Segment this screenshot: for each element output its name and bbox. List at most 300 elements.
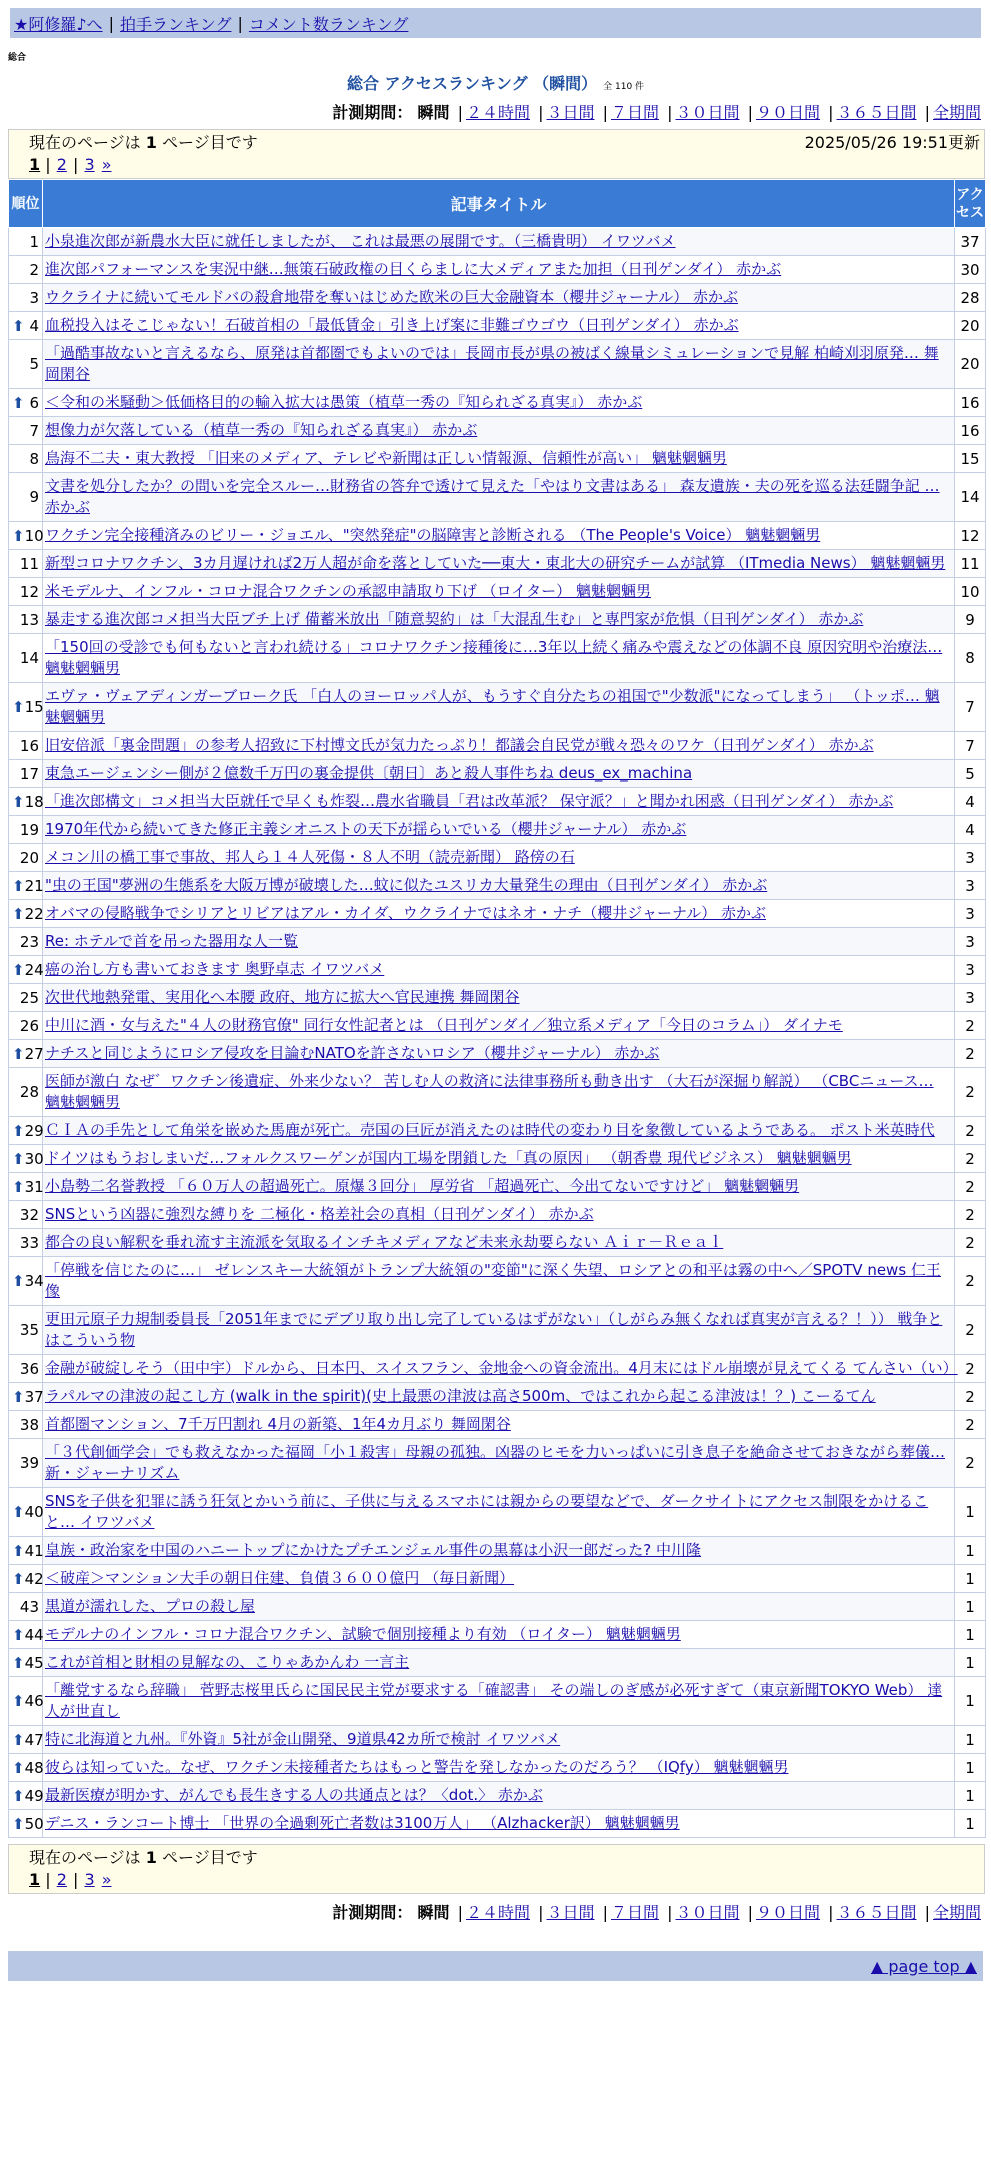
- page-top-link[interactable]: ▲ page top ▲: [870, 1956, 977, 1976]
- access-count: 8: [955, 634, 986, 683]
- table-row: [9, 1201, 986, 1229]
- table-row: [9, 473, 986, 522]
- page-indicator: 現在のページは 1 ページ目です: [29, 133, 258, 152]
- rank-cell: [9, 1782, 43, 1810]
- table-row: [9, 1488, 986, 1537]
- article-link[interactable]: 「停戦を信じたのに…」 ゼレンスキー大統領がトランプ大統領の"変節"に深く失望、ロシアとの和平は霧の中へ／SPOTV news 仁王像: [45, 1261, 941, 1300]
- rank-cell: [9, 228, 43, 256]
- rank-cell: [9, 1145, 43, 1173]
- article-link[interactable]: SNSを子供を犯罪に誘う狂気とかいう前に、子供に与えるスマホには親からの要望などで、ダークサイトにアクセス制限をかけること… イワツバメ: [45, 1492, 929, 1531]
- period-24h-link[interactable]: ２４時間: [465, 103, 530, 122]
- ranking-table: [8, 179, 986, 1838]
- rank-number: 7: [29, 421, 39, 440]
- rank-number: 20: [19, 848, 39, 867]
- pager-page-3-link[interactable]: 3: [84, 1870, 95, 1889]
- table-row: [9, 1040, 986, 1068]
- rank-up-arrow-icon: ⬆: [12, 1177, 25, 1196]
- title-cell: [43, 389, 955, 417]
- article-link[interactable]: デニス・ランコート博士 「世界の全過剰死亡者数は3100万人」 （Alzhacker訳） 魑魅魍魎男: [45, 1814, 680, 1832]
- article-link[interactable]: メコン川の橋工事で事故、邦人ら１４人死傷・８人不明（読売新聞） 路傍の石: [45, 848, 575, 866]
- rank-cell: [9, 522, 43, 550]
- article-link[interactable]: 小島勢二名誉教授 「６０万人の超過死亡。原爆３回分」 厚労省 「超過死亡、今出てないですけど」 魑魅魍魎男: [45, 1177, 800, 1195]
- rank-number: 19: [19, 820, 39, 839]
- access-count: 15: [955, 445, 986, 473]
- article-link[interactable]: ラパルマの津波の起こし方 (walk in the spirit)(史上最悪の津波は高さ500m、ではこれから起こる津波は！？) こーるてん: [45, 1387, 876, 1405]
- rank-cell: [9, 1726, 43, 1754]
- rank-number: 49: [24, 1786, 44, 1805]
- top-nav-bar: [10, 8, 981, 38]
- rank-cell: [9, 1068, 43, 1117]
- rank-cell: [9, 417, 43, 445]
- rank-cell: [9, 760, 43, 788]
- article-link[interactable]: 「３代創価学会」でも救えなかった福岡「小１殺害」母親の孤独。凶器のヒモを力いっぱいに引き息子を絶命させておきながら葬儀… 新・ジャーナリズム: [45, 1443, 946, 1482]
- rank-number: 28: [19, 1083, 39, 1101]
- access-count: 1: [955, 1621, 986, 1649]
- period-all-link[interactable]: 全期間: [932, 1903, 981, 1922]
- period-3d-link[interactable]: ３日間: [546, 1903, 595, 1922]
- rank-number: 16: [19, 736, 39, 755]
- title-cell: [43, 1565, 955, 1593]
- rank-cell: [9, 900, 43, 928]
- rank-number: 39: [19, 1454, 39, 1472]
- table-row: [9, 340, 986, 389]
- access-count: 9: [955, 606, 986, 634]
- period-label: 計測期間：: [332, 1903, 413, 1922]
- rank-number: 22: [24, 904, 44, 923]
- rank-up-arrow-icon: ⬆: [12, 1786, 25, 1805]
- access-count: 16: [955, 417, 986, 445]
- page-indicator: 現在のページは 1 ページ目です: [29, 1848, 258, 1867]
- rank-up-arrow-icon: ⬆: [12, 1272, 25, 1290]
- rank-up-arrow-icon: ⬆: [12, 1503, 25, 1521]
- period-3d-link[interactable]: ３日間: [546, 103, 595, 122]
- access-count: 2: [955, 1411, 986, 1439]
- rank-up-arrow-icon: ⬆: [12, 1149, 25, 1168]
- title-cell: [43, 1355, 958, 1383]
- table-row: [9, 816, 986, 844]
- table-row: [9, 1754, 986, 1782]
- rank-number: 23: [19, 932, 39, 951]
- rank-cell: [9, 1593, 43, 1621]
- rank-cell: [9, 550, 43, 578]
- rank-cell: [9, 1173, 43, 1201]
- period-7d-link[interactable]: ７日間: [610, 1903, 659, 1922]
- rank-cell: [9, 984, 43, 1012]
- table-row: [9, 312, 986, 340]
- rank-cell: [9, 788, 43, 816]
- rank-cell: [9, 578, 43, 606]
- access-count: 12: [955, 522, 986, 550]
- title-cell: [43, 1782, 955, 1810]
- rank-number: 43: [19, 1597, 39, 1616]
- title-cell: [43, 1173, 955, 1201]
- title-cell: [43, 1593, 955, 1621]
- article-link[interactable]: 小泉進次郎が新農水大臣に就任しましたが、 これは最悪の展開です。（三橋貴明） イワツバメ: [45, 232, 676, 250]
- period-90d-link[interactable]: ９０日間: [755, 103, 820, 122]
- rank-up-arrow-icon: ⬆: [12, 1121, 25, 1140]
- rank-number: 1: [29, 232, 39, 251]
- table-row: [9, 578, 986, 606]
- total-count: 全 110 件: [603, 82, 645, 92]
- rank-number: 37: [24, 1387, 44, 1406]
- rank-up-arrow-icon: ⬆: [12, 1653, 25, 1672]
- article-link[interactable]: 「150回の受診でも何もないと言われ続ける」コロナワクチン接種後に…3年以上続く痛みや震えなどの体調不良 原因究明や治療法… 魑魅魍魎男: [45, 638, 943, 677]
- rank-cell: [9, 473, 43, 522]
- rank-number: 44: [24, 1625, 44, 1644]
- access-count: 14: [955, 473, 986, 522]
- period-7d-link[interactable]: ７日間: [610, 103, 659, 122]
- article-link[interactable]: これが首相と財相の見解なの、こりゃあかんわ 一言主: [45, 1653, 410, 1671]
- rank-cell: [9, 1621, 43, 1649]
- rank-cell: [9, 1383, 43, 1411]
- table-row: [9, 872, 986, 900]
- access-count: 1: [955, 1754, 986, 1782]
- table-row: [9, 1306, 986, 1355]
- title-cell: [43, 634, 955, 683]
- article-link[interactable]: 次世代地熱発電、実用化へ本腰 政府、地方に拡大へ官民連携 舞岡閑谷: [45, 988, 520, 1006]
- article-link[interactable]: ドイツはもうおしまいだ…フォルクスワーゲンが国内工場を閉鎖した「真の原因」 （朝香豊 現代ビジネス） 魑魅魍魎男: [45, 1149, 852, 1167]
- rank-up-arrow-icon: ⬆: [12, 1730, 25, 1749]
- title-cell: [43, 1229, 955, 1257]
- table-row: [9, 1173, 986, 1201]
- article-link[interactable]: 東急エージェンシー側が２億数千万円の裏金提供〔朝日〕あと殺人事件ちね deus_ex_machina: [45, 764, 693, 782]
- rank-number: 6: [29, 393, 39, 412]
- separator: |: [237, 13, 243, 33]
- title-cell: [43, 228, 955, 256]
- article-link[interactable]: 中川に酒・女与えた"４人の財務官僚" 同行女性記者とは （日刊ゲンダイ／独立系メディア「今日のコラム」） ダイナモ: [45, 1016, 843, 1034]
- article-link[interactable]: 金融が破綻しそう（田中宇）ドルから、日本円、スイスフラン、金地金への資金流出。4月末にはドル崩壊が見えてくる てんさい（い）: [45, 1359, 958, 1377]
- rank-number: 50: [24, 1814, 44, 1833]
- rank-cell: [9, 256, 43, 284]
- article-link[interactable]: 1970年代から続いてきた修正主義シオニストの天下が揺らいでいる（櫻井ジャーナル） 赤かぶ: [45, 820, 687, 838]
- article-link[interactable]: 想像力が欠落している（植草一秀の『知られざる真実』） 赤かぶ: [45, 421, 478, 439]
- rank-number: 27: [24, 1044, 44, 1063]
- rank-cell: [9, 816, 43, 844]
- article-link[interactable]: 医師が激白 なぜ゛ワクチン後遺症、外来少ない？ 苦しむ人の救済に法律事務所も動き出す （大石が深掘り解説） （CBCニュース… 魑魅魍魎男: [45, 1072, 934, 1111]
- title-cell: [43, 1537, 955, 1565]
- page-info-bottom: [8, 1844, 985, 1894]
- title-cell: [43, 1306, 955, 1355]
- table-row: [9, 1621, 986, 1649]
- period-selector-top: 計測期間： 瞬間 | ２４時間 | ３日間 | ７日間 | ３０日間 | ９０日間 | ３６５日間 | 全期間: [332, 103, 981, 122]
- article-link[interactable]: 新型コロナワクチン、3カ月遅ければ2万人超が命を落としていた──東大・東北大の研究チームが試算 （ITmedia News） 魑魅魍魎男: [45, 554, 946, 572]
- rank-up-arrow-icon: ⬆: [12, 1625, 25, 1644]
- article-link[interactable]: 最新医療が明かす、がんでも長生きする人の共通点とは？〈dot.〉 赤かぶ: [45, 1786, 543, 1804]
- access-count: 10: [955, 578, 986, 606]
- article-link[interactable]: ナチスと同じようにロシア侵攻を目論むNATOを許さないロシア（櫻井ジャーナル） 赤かぶ: [45, 1044, 660, 1062]
- title-cell: [43, 1383, 955, 1411]
- article-link[interactable]: 癌の治し方も書いておきます 奥野卓志 イワツバメ: [45, 960, 385, 978]
- rank-number: 13: [19, 610, 39, 629]
- rank-number: 4: [29, 316, 39, 335]
- article-link[interactable]: 特に北海道と九州。『外資』5社が金山開発、9道県42カ所で検討 イワツバメ: [45, 1730, 561, 1748]
- updated-timestamp: 2025/05/26 19:51更新: [804, 133, 980, 152]
- title-cell: [43, 284, 955, 312]
- access-count: 2: [955, 1068, 986, 1117]
- rank-number: 38: [19, 1415, 39, 1434]
- access-count: 3: [955, 956, 986, 984]
- access-count: 2: [955, 1229, 986, 1257]
- rank-cell: [9, 683, 43, 732]
- table-row: [9, 284, 986, 312]
- period-30d-link[interactable]: ３０日間: [675, 1903, 740, 1922]
- access-count: 20: [955, 340, 986, 389]
- article-link[interactable]: 彼らは知っていた。なぜ、ワクチン未接種者たちはもっと警告を発しなかったのだろう？ （IQfy） 魑魅魍魎男: [45, 1758, 789, 1776]
- table-row: [9, 1782, 986, 1810]
- rank-cell: [9, 1355, 43, 1383]
- article-link[interactable]: 黒道が濡れした、プロの殺し屋: [45, 1597, 256, 1615]
- rank-number: 42: [24, 1569, 44, 1588]
- article-link[interactable]: 皇族・政治家を中国のハニートップにかけたプチエンジェル事件の黒幕は小沢一郎だった? 中川隆: [45, 1541, 702, 1559]
- access-count: 2: [955, 1145, 986, 1173]
- table-row: [9, 900, 986, 928]
- article-link[interactable]: エヴァ・ヴェアディンガーブローク氏 「白人のヨーロッパ人が、もうすぐ自分たちの祖国で"少数派"になってしまう」 （トッポ… 魑魅魍魎男: [45, 687, 940, 726]
- table-row: [9, 1068, 986, 1117]
- pager-current-page: 1: [29, 1870, 41, 1889]
- title-cell: [43, 1145, 955, 1173]
- table-row: [9, 1145, 986, 1173]
- article-link[interactable]: 文書を処分したか？の問いを完全スルー…財務省の答弁で透けて見えた「やはり文書はある」 森友遺族・夫の死を巡る法廷闘争記 … 赤かぶ: [45, 477, 940, 516]
- header-rank: 順位: [9, 180, 43, 228]
- table-row: [9, 760, 986, 788]
- rank-up-arrow-icon: ⬆: [12, 1692, 25, 1710]
- table-row: [9, 1439, 986, 1488]
- article-link[interactable]: ＜破産＞マンション大手の朝日住建、負債３６００億円 （毎日新聞）: [45, 1569, 515, 1587]
- rank-cell: [9, 1117, 43, 1145]
- period-label: 計測期間：: [332, 103, 413, 122]
- rank-number: 2: [29, 260, 39, 279]
- period-current: 瞬間: [417, 103, 450, 122]
- category-label: 総合: [8, 53, 27, 63]
- access-count: 1: [955, 1593, 986, 1621]
- rank-number: 34: [24, 1272, 44, 1290]
- rank-cell: [9, 1754, 43, 1782]
- rank-number: 10: [24, 526, 44, 545]
- article-link[interactable]: 都合の良い解釈を垂れ流す主流派を気取るインチキメディアなど未来永劫要らない Ａｉｒ－Ｒｅａｌ: [45, 1233, 724, 1251]
- access-count: 1: [955, 1810, 986, 1838]
- rank-up-arrow-icon: ⬆: [12, 1541, 25, 1560]
- ranking-title: [0, 71, 991, 94]
- rank-cell: [9, 844, 43, 872]
- title-cell: [43, 872, 955, 900]
- rank-up-arrow-icon: ⬆: [12, 526, 25, 545]
- comment-ranking-link[interactable]: コメント数ランキング: [248, 14, 409, 34]
- rank-number: 47: [24, 1730, 44, 1749]
- table-row: [9, 928, 986, 956]
- title-cell: [43, 788, 955, 816]
- rank-number: 29: [24, 1121, 44, 1140]
- rank-number: 41: [24, 1541, 44, 1560]
- table-row: [9, 1677, 986, 1726]
- home-link[interactable]: ★阿修羅♪へ: [14, 14, 103, 34]
- access-count: 1: [955, 1488, 986, 1537]
- rank-cell: [9, 928, 43, 956]
- table-row: [9, 844, 986, 872]
- clap-ranking-link[interactable]: 拍手ランキング: [119, 14, 232, 34]
- rank-cell: [9, 1306, 43, 1355]
- rank-number: 31: [24, 1177, 44, 1196]
- rank-number: 33: [19, 1233, 39, 1252]
- pager-current-page: 1: [29, 155, 41, 174]
- page-info-top: [8, 129, 985, 179]
- title-cell: [43, 578, 955, 606]
- access-count: 2: [955, 1355, 986, 1383]
- access-count: 2: [955, 1117, 986, 1145]
- article-link[interactable]: 米モデルナ、インフル・コロナ混合ワクチンの承認申請取り下げ （ロイター） 魑魅魍魎男: [45, 582, 651, 600]
- rank-cell: [9, 1040, 43, 1068]
- access-count: 11: [955, 550, 986, 578]
- table-row: [9, 606, 986, 634]
- article-link[interactable]: "虫の王国"夢洲の生態系を大阪万博が破壊した…蚊に似たユスリカ大量発生の理由（日刊ゲンダイ） 赤かぶ: [45, 876, 768, 894]
- article-link[interactable]: 「過酷事故ないと言えるなら、原発は首都圏でもよいのでは」長岡市長が県の被ばく線量シミュレーションで見解 柏崎刈羽原発… 舞岡閑谷: [45, 344, 939, 383]
- rank-cell: [9, 1411, 43, 1439]
- rank-up-arrow-icon: ⬆: [12, 698, 25, 716]
- table-row: [9, 1810, 986, 1838]
- rank-cell: [9, 1012, 43, 1040]
- rank-cell: [9, 312, 43, 340]
- period-365d-link[interactable]: ３６５日間: [836, 103, 917, 122]
- article-link[interactable]: ＜令和の米騒動＞低価格目的の輸入拡大は愚策（植草一秀の『知られざる真実』） 赤かぶ: [45, 393, 643, 411]
- rank-up-arrow-icon: ⬆: [12, 1569, 25, 1588]
- article-link[interactable]: 更田元原子力規制委員長「2051年までにデブリ取り出し完了しているはずがない」（しがらみ無くなれば真実が言える？！）） 戦争とはこういう物: [45, 1310, 943, 1349]
- pager-page-2-link[interactable]: 2: [56, 155, 67, 174]
- rank-up-arrow-icon: ⬆: [12, 316, 25, 335]
- title-cell: [43, 1012, 955, 1040]
- article-link[interactable]: 暴走する進次郎コメ担当大臣ブチ上げ 備蓄米放出「随意契約」は「大混乱生む」と専門家が危惧（日刊ゲンダイ） 赤かぶ: [45, 610, 864, 628]
- rank-cell: [9, 1257, 43, 1306]
- title-cell: [43, 1754, 955, 1782]
- rank-number: 40: [24, 1503, 44, 1521]
- rank-cell: [9, 634, 43, 683]
- rank-number: 5: [29, 355, 39, 373]
- article-link[interactable]: SNSという凶器に強烈な縛りを 二極化・格差社会の真相（日刊ゲンダイ） 赤かぶ: [45, 1205, 594, 1223]
- rank-up-arrow-icon: ⬆: [12, 904, 25, 923]
- access-count: 2: [955, 1173, 986, 1201]
- access-count: 4: [955, 816, 986, 844]
- access-count: 1: [955, 1782, 986, 1810]
- article-link[interactable]: モデルナのインフル・コロナ混合ワクチン、試験で個別接種より有効 （ロイター） 魑魅魍魎男: [45, 1625, 681, 1643]
- period-30d-link[interactable]: ３０日間: [675, 103, 740, 122]
- rank-cell: [9, 1649, 43, 1677]
- article-link[interactable]: 旧安倍派「裏金問題」の参考人招致に下村博文氏が気力たっぷり！都議会自民党が戦々恐々のワケ（日刊ゲンダイ） 赤かぶ: [45, 736, 874, 754]
- rank-cell: [9, 1439, 43, 1488]
- rank-up-arrow-icon: ⬆: [12, 1044, 25, 1063]
- rank-number: 3: [29, 288, 39, 307]
- article-link[interactable]: 「進次郎構文」コメ担当大臣就任で早くも炸裂…農水省職員「君は改革派？ 保守派？」と聞かれ困惑（日刊ゲンダイ） 赤かぶ: [45, 792, 894, 810]
- table-row: [9, 228, 986, 256]
- table-row: [9, 732, 986, 760]
- table-row: [9, 256, 986, 284]
- title-cell: [43, 1677, 955, 1726]
- title-cell: [43, 340, 955, 389]
- table-row: [9, 1117, 986, 1145]
- article-link[interactable]: Re: ホテルで首を吊った器用な人一覧: [45, 932, 299, 950]
- rank-number: 24: [24, 960, 44, 979]
- access-count: 7: [955, 732, 986, 760]
- period-selector-bottom: 計測期間： 瞬間 | ２４時間 | ３日間 | ７日間 | ３０日間 | ９０日間 | ３６５日間 | 全期間: [332, 1903, 981, 1922]
- access-count: 7: [955, 683, 986, 732]
- title-cell: [43, 816, 955, 844]
- article-link[interactable]: ＣＩＡの手先として角栄を嵌めた馬鹿が死亡。売国の巨匠が消えたのは時代の変わり目を象徴しているようである。 ポスト米英時代: [45, 1121, 935, 1139]
- rank-number: 18: [24, 792, 44, 811]
- pager-next-link[interactable]: »: [101, 155, 112, 174]
- rank-up-arrow-icon: ⬆: [12, 960, 25, 979]
- access-count: 2: [955, 1040, 986, 1068]
- rank-cell: [9, 445, 43, 473]
- rank-number: 9: [29, 488, 39, 506]
- access-count: 2: [955, 1257, 986, 1306]
- pager-page-3-link[interactable]: 3: [84, 155, 95, 174]
- rank-number: 35: [19, 1321, 39, 1339]
- article-link[interactable]: 進次郎パフォーマンスを実況中継…無策石破政権の目くらましに大メディアまた加担（日刊ゲンダイ） 赤かぶ: [45, 260, 782, 278]
- separator: |: [108, 13, 114, 33]
- title-cell: [43, 1621, 955, 1649]
- table-row: [9, 417, 986, 445]
- article-link[interactable]: オバマの侵略戦争でシリアとリビアはアル・カイダ、ウクライナではネオ・ナチ（櫻井ジャーナル） 赤かぶ: [45, 904, 767, 922]
- table-row: [9, 984, 986, 1012]
- article-link[interactable]: 鳥海不二夫・東大教授 「旧来のメディア、テレビや新聞は正しい情報源、信頼性が高い」 魑魅魍魎男: [45, 449, 727, 467]
- title-cell: [43, 956, 955, 984]
- title-cell: [43, 928, 955, 956]
- title-cell: [43, 1117, 955, 1145]
- rank-number: 8: [29, 449, 39, 468]
- title-cell: [43, 683, 955, 732]
- access-count: 2: [955, 1201, 986, 1229]
- rank-cell: [9, 1565, 43, 1593]
- rank-number: 46: [24, 1692, 44, 1710]
- access-count: 3: [955, 984, 986, 1012]
- rank-number: 17: [19, 764, 39, 783]
- rank-cell: [9, 956, 43, 984]
- access-count: 3: [955, 900, 986, 928]
- table-row: [9, 1537, 986, 1565]
- article-link[interactable]: ワクチン完全接種済みのビリー・ジョエル、"突然発症"の脳障害と診断される （The People's Voice） 魑魅魍魎男: [45, 526, 821, 544]
- table-row: [9, 788, 986, 816]
- article-link[interactable]: 首都圏マンション、7千万円割れ 4月の新築、1年4カ月ぶり 舞岡閑谷: [45, 1415, 511, 1433]
- title-cell: [43, 1649, 955, 1677]
- rank-up-arrow-icon: ⬆: [12, 876, 25, 895]
- pager-bottom: 1 | 2 | 3 »: [29, 1870, 112, 1889]
- rank-cell: [9, 1537, 43, 1565]
- title-cell: [43, 312, 955, 340]
- table-row: [9, 1726, 986, 1754]
- period-24h-link[interactable]: ２４時間: [465, 1903, 530, 1922]
- period-365d-link[interactable]: ３６５日間: [836, 1903, 917, 1922]
- rank-up-arrow-icon: ⬆: [12, 792, 25, 811]
- access-count: 2: [955, 1306, 986, 1355]
- table-row: [9, 1411, 986, 1439]
- rank-up-arrow-icon: ⬆: [12, 1758, 25, 1777]
- article-link[interactable]: 血税投入はそこじゃない！石破首相の「最低賃金」引き上げ案に非難ゴウゴウ（日刊ゲンダイ） 赤かぶ: [45, 316, 739, 334]
- rank-number: 12: [19, 582, 39, 601]
- period-all-link[interactable]: 全期間: [932, 103, 981, 122]
- rank-number: 11: [19, 554, 39, 573]
- pager-page-2-link[interactable]: 2: [56, 1870, 67, 1889]
- access-count: 16: [955, 389, 986, 417]
- article-link[interactable]: 「離党するなら辞職」 菅野志桜里氏らに国民民主党が要求する「確認書」 その端しのぎ感が必死すぎて（東京新聞TOKYO Web） 達人が世直し: [45, 1681, 943, 1720]
- title-cell: [43, 900, 955, 928]
- rank-cell: [9, 1677, 43, 1726]
- article-link[interactable]: ウクライナに続いてモルドバの殺倉地帯を奪いはじめた欧米の巨大金融資本（櫻井ジャーナル） 赤かぶ: [45, 288, 738, 306]
- rank-cell: [9, 389, 43, 417]
- title-cell: [43, 844, 955, 872]
- rank-number: 21: [24, 876, 44, 895]
- title-cell: [43, 760, 955, 788]
- pager-next-link[interactable]: »: [101, 1870, 112, 1889]
- period-90d-link[interactable]: ９０日間: [755, 1903, 820, 1922]
- title-cell: [43, 1488, 955, 1537]
- table-row: [9, 445, 986, 473]
